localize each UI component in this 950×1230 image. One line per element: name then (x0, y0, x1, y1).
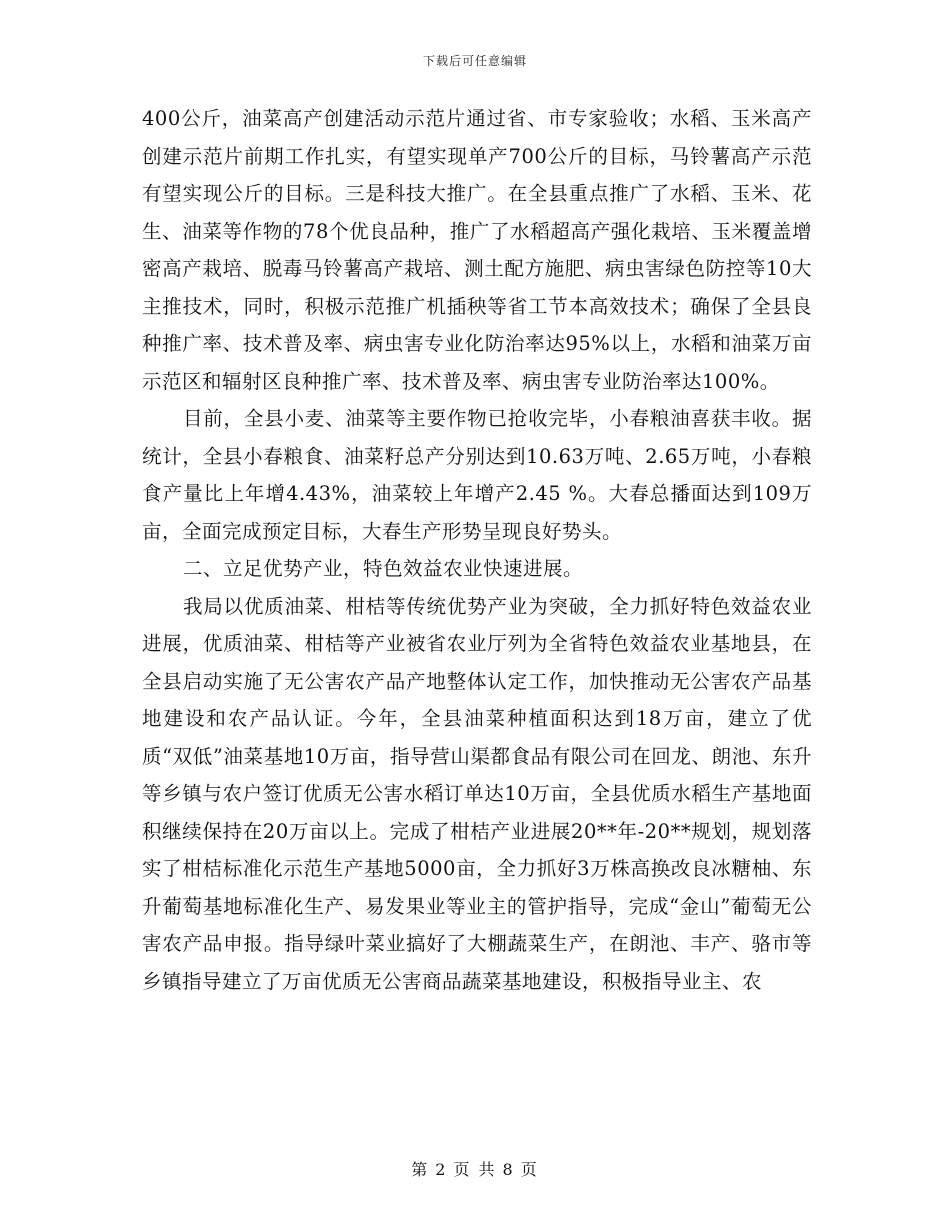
section-heading: 二、立足优势产业，特色效益农业快速进展。 (182, 557, 583, 580)
page-header: 下载后可任意编辑 (422, 54, 527, 68)
paragraph-harvest-summary: 目前，全县小麦、油菜等主要作物已抢收完毕，小春粮油喜获丰收。据统计，全县小春粮食、油菜籽总产分别达到10.63万吨、2.65万吨，小春粮食产量比上年增4.43%，油菜较上年增产2.45 %。大春总播面达到109万亩，全面完成预定目标，大春生产形势呈现良好势头。 (142, 407, 812, 543)
page-footer (0, 1157, 950, 1180)
document-body (142, 100, 812, 1000)
footer-prefix: 第 (411, 1160, 430, 1179)
footer-page-number: 2 (435, 1160, 448, 1179)
footer-suffix: 页 (520, 1160, 539, 1179)
paragraph-specialty-agriculture: 我局以优质油菜、柑桔等传统优势产业为突破，全力抓好特色效益农业进展，优质油菜、柑桔等产业被省农业厅列为全省特色效益农业基地县，在全县启动实施了无公害农产品产地整体认定工作，加快推动无公害农产品基地建设和农产品认证。今年，全县油菜种植面积达到18万亩，建立了优质“双低”油菜基地10万亩，指导营山渠都食品有限公司在回龙、朗池、东升等乡镇与农户签订优质无公害水稻订单达10万亩，全县优质水稻生产基地面积继续保持在20万亩以上。完成了柑桔产业进展20**年-20**规划，规划落实了柑桔标准化示范生产基地5000亩，全力抓好3万株高换改良冰糖柚、东升葡萄基地标准化生产、易发果业等业主的管护指导，完成“金山”葡萄无公害农产品申报。指导绿叶菜业搞好了大棚蔬菜生产，在朗池、丰产、骆市等乡镇指导建立了万亩优质无公害商品蔬菜基地建设，积极指导业主、农 (142, 594, 812, 993)
footer-middle: 页 共 (453, 1160, 497, 1179)
footer-total-pages: 8 (502, 1160, 515, 1179)
paragraph-continuation: 400公斤，油菜高产创建活动示范片通过省、市专家验收；水稻、玉米高产创建示范片前期工作扎实，有望实现单产700公斤的目标，马铃薯高产示范有望实现公斤的目标。三是科技大推广。在全县重点推广了水稻、玉米、花生、油菜等作物的78个优良品种，推广了水稻超高产强化栽培、玉米覆盖增密高产栽培、脱毒马铃薯高产栽培、测土配方施肥、病虫害绿色防控等10大主推技术，同时，积极示范推广机插秧等省工节本高效技术；确保了全县良种推广率、技术普及率、病虫害专业化防治率达95%以上，水稻和油菜万亩示范区和辐射区良种推广率、技术普及率、病虫害专业防治率达100%。 (142, 107, 812, 393)
